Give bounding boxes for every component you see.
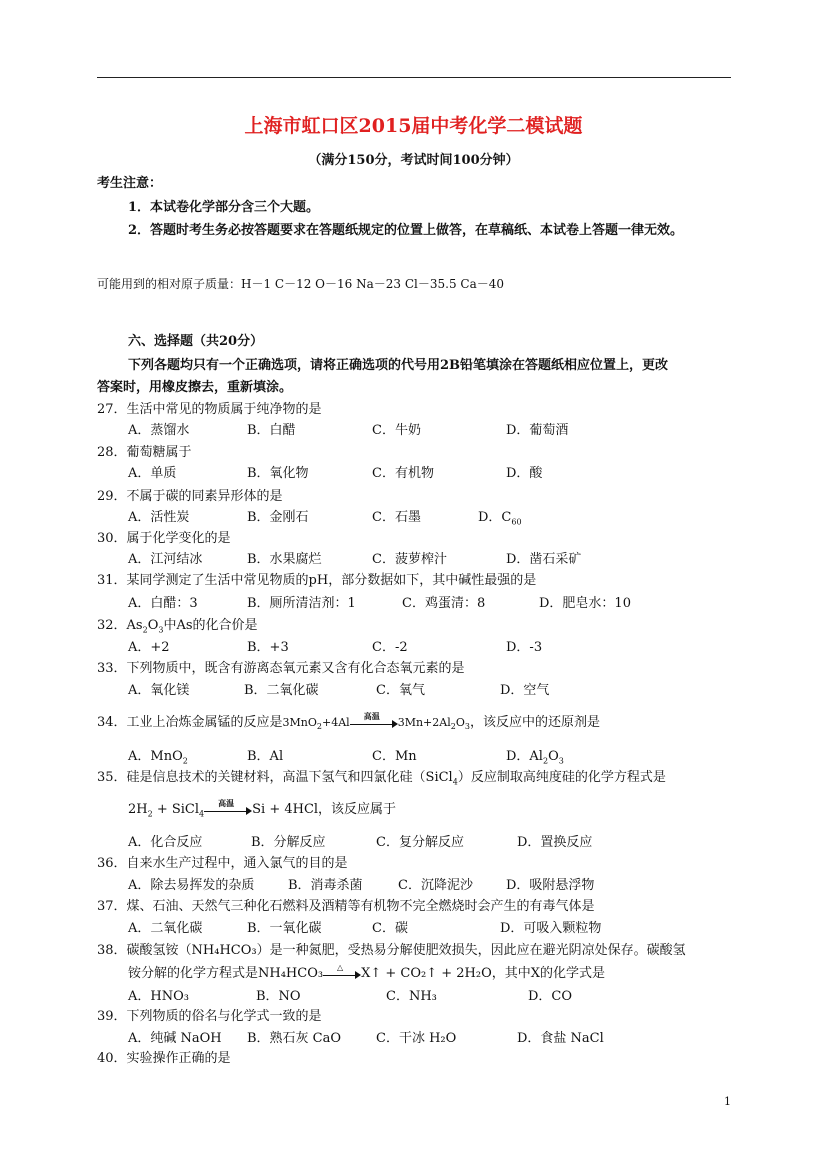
question-37-stem: 37．煤、石油、天然气三种化石燃料及酒精等有机物不完全燃烧时会产生的有毒气体是	[97, 899, 595, 914]
question-35-stem	[97, 766, 666, 787]
section-instructions-1: 下列各题均只有一个正确选项，请将正确选项的代号用2B铅笔填涂在答题纸相应位置上，更改	[128, 358, 669, 373]
subscript: 2	[142, 625, 148, 635]
subscript: 2	[316, 722, 323, 732]
question-36-option-a: A．除去易挥发的杂质	[128, 878, 255, 893]
question-39-option-d: D．食盐 NaCl	[517, 1031, 604, 1046]
subscript: 3	[558, 756, 564, 766]
question-29-option-c: C．石墨	[372, 510, 421, 525]
question-35-stem-suffix: ）反应制取高纯度硅的化学方程式是	[457, 770, 666, 785]
question-28-option-b: B．氧化物	[247, 466, 309, 481]
question-34-option-c: C．Mn	[372, 749, 417, 764]
subscript: 2	[182, 756, 188, 766]
question-32-stem	[97, 614, 258, 635]
question-30-option-a: A．江河结冰	[128, 552, 203, 567]
question-33-option-c: C．氧气	[376, 683, 425, 698]
subscript: 4	[452, 777, 458, 787]
question-34-equation	[282, 716, 350, 732]
question-37-option-b: B．一氧化碳	[247, 921, 322, 936]
reaction-condition: △	[337, 961, 344, 972]
subscript: 3	[464, 722, 470, 732]
equation-text: 2H	[128, 802, 148, 817]
question-28-stem: 28．葡萄糖属于	[97, 445, 192, 460]
section-instructions-2: 答案时，用橡皮擦去，重新填涂。	[97, 380, 293, 395]
subscript: 2	[450, 722, 456, 732]
question-37-option-c: C．碳	[372, 921, 408, 936]
question-35-stem-prefix: 35．硅是信息技术的关键材料，高温下氢气和四氯化硅（SiCl	[97, 770, 453, 785]
subscript: 4	[199, 809, 205, 819]
question-37-option-a: A．二氧化碳	[128, 921, 203, 936]
question-31-option-a: A．白醋：3	[128, 596, 198, 611]
question-38-option-c: C．NH₃	[386, 989, 437, 1004]
question-32-option-d: D．-3	[506, 640, 543, 655]
question-38-option-b: B．NO	[256, 989, 301, 1004]
atomic-masses: 可能用到的相对原子质量：H－1 C－12 O－16 Na－23 Cl－35.5 Ca－40	[97, 277, 504, 291]
question-35-option-b: B．分解反应	[251, 835, 326, 850]
question-34-equation-right	[397, 716, 470, 732]
question-30-option-b: B．水果腐烂	[247, 552, 322, 567]
question-34-option-d	[506, 745, 564, 766]
question-28-option-a: A．单质	[128, 466, 177, 481]
reaction-arrow-icon	[323, 961, 361, 980]
page-title: 上海市虹口区2015届中考化学二模试题	[244, 115, 583, 137]
question-33-option-b: B．二氧化碳	[244, 683, 319, 698]
question-31-option-d: D．肥皂水：10	[539, 596, 631, 611]
question-29-option-d-text: D．C	[478, 510, 512, 525]
question-27-option-a: A．蒸馏水	[128, 423, 190, 438]
question-30-stem: 30．属于化学变化的是	[97, 531, 231, 546]
question-32-option-c: C．-2	[372, 640, 408, 655]
question-34-stem	[97, 711, 600, 731]
question-32-stem-suffix: 中As的化合价是	[163, 618, 258, 633]
question-29-stem: 29．不属于碳的同素异形体的是	[97, 489, 283, 504]
question-34-option-b: B．Al	[247, 749, 284, 764]
question-36-option-c: C．沉降泥沙	[398, 878, 473, 893]
question-35-option-c: C．复分解反应	[376, 835, 464, 850]
question-30-option-d: D．凿石采矿	[506, 552, 582, 567]
question-36-option-d: D．吸附悬浮物	[506, 878, 595, 893]
question-29-option-d	[478, 506, 522, 527]
question-39-option-a: A．纯碱 NaOH	[128, 1031, 222, 1046]
notice-heading: 考生注意：	[97, 176, 163, 191]
reaction-condition: 高温	[218, 797, 235, 808]
question-38-stem-line-1: 38．碳酸氢铵（NH₄HCO₃）是一种氮肥，受热易分解使肥效损失，因此应在避光阴凉处保存。碳酸氢	[97, 943, 686, 958]
question-27-option-c: C．牛奶	[372, 423, 421, 438]
equation-text: 铵分解的化学方程式是NH₄HCO₃	[128, 966, 324, 981]
question-35-option-d: D．置换反应	[517, 835, 593, 850]
equation-text: 3MnO	[282, 716, 317, 729]
question-31-option-b: B．厕所清洁剂：1	[247, 596, 356, 611]
question-35-equation	[128, 798, 396, 819]
question-28-option-d: D．酸	[506, 466, 543, 481]
equation-text: X↑ + CO₂↑ + 2H₂O，其中X的化学式是	[361, 966, 605, 981]
equation-text: +4Al	[322, 716, 350, 729]
header-rule	[97, 77, 731, 78]
subscript: 60	[511, 517, 522, 527]
page-number: 1	[724, 1095, 731, 1108]
question-32-stem-mid: O	[147, 618, 159, 633]
question-31-option-c: C．鸡蛋清：8	[402, 596, 486, 611]
subscript: 2	[147, 809, 153, 819]
reaction-arrow-icon	[350, 710, 398, 729]
question-33-stem: 33．下列物质中，既含有游离态氧元素又含有化合态氧元素的是	[97, 661, 465, 676]
equation-text: + SiCl	[152, 802, 200, 817]
subscript: 3	[158, 625, 164, 635]
question-32-option-b: B．+3	[247, 640, 289, 655]
question-29-option-b: B．金刚石	[247, 510, 309, 525]
question-32-option-a: A．+2	[128, 640, 170, 655]
notice-item-2: 2．答题时考生务必按答题要求在答题纸规定的位置上做答，在草稿纸、本试卷上答题一律无效。	[128, 223, 684, 238]
equation-text: 3Mn+2Al	[397, 716, 451, 729]
question-34-stem-prefix: 34．工业上冶炼金属锰的反应是	[97, 715, 283, 730]
question-31-stem: 31．某同学测定了生活中常见物质的pH，部分数据如下，其中碱性最强的是	[97, 573, 537, 588]
question-39-stem: 39．下列物质的俗名与化学式一致的是	[97, 1009, 322, 1024]
question-32-stem-prefix: 32．As	[97, 618, 143, 633]
question-37-option-d: D．可吸入颗粒物	[500, 921, 602, 936]
question-33-option-a: A．氧化镁	[128, 683, 190, 698]
question-27-stem: 27．生活中常见的物质属于纯净物的是	[97, 402, 322, 417]
question-40-stem: 40．实验操作正确的是	[97, 1051, 231, 1066]
reaction-condition: 高温	[363, 710, 380, 721]
question-38-option-d: D．CO	[528, 989, 573, 1004]
question-33-option-d: D．空气	[500, 683, 550, 698]
question-34-stem-suffix: ，该反应中的还原剂是	[469, 715, 600, 730]
option-text: D．Al	[506, 749, 543, 764]
question-36-option-b: B．消毒杀菌	[288, 878, 363, 893]
question-30-option-c: C．菠萝榨汁	[372, 552, 447, 567]
section-heading: 六、选择题（共20分）	[128, 334, 264, 349]
page-subtitle: （满分150分，考试时间100分钟）	[308, 153, 519, 168]
notice-item-1: 1．本试卷化学部分含三个大题。	[128, 200, 320, 215]
option-text: A．MnO	[128, 749, 183, 764]
equation-text: Si + 4HCl，该反应属于	[252, 802, 397, 817]
question-27-option-b: B．白醋	[247, 423, 296, 438]
reaction-arrow-icon	[204, 797, 252, 816]
question-28-option-c: C．有机物	[372, 466, 434, 481]
subscript: 2	[542, 756, 549, 766]
question-38-stem-line-2	[128, 962, 605, 981]
option-text: O	[548, 749, 559, 764]
question-35-option-a: A．化合反应	[128, 835, 203, 850]
question-27-option-d: D．葡萄酒	[506, 423, 569, 438]
question-34-option-a	[128, 745, 188, 766]
question-29-option-a: A．活性炭	[128, 510, 190, 525]
question-39-option-b: B．熟石灰 CaO	[247, 1031, 342, 1046]
question-38-option-a: A．HNO₃	[128, 989, 189, 1004]
question-39-option-c: C．干冰 H₂O	[376, 1031, 457, 1046]
equation-text: O	[455, 716, 465, 729]
question-36-stem: 36．自来水生产过程中，通入氯气的目的是	[97, 856, 348, 871]
